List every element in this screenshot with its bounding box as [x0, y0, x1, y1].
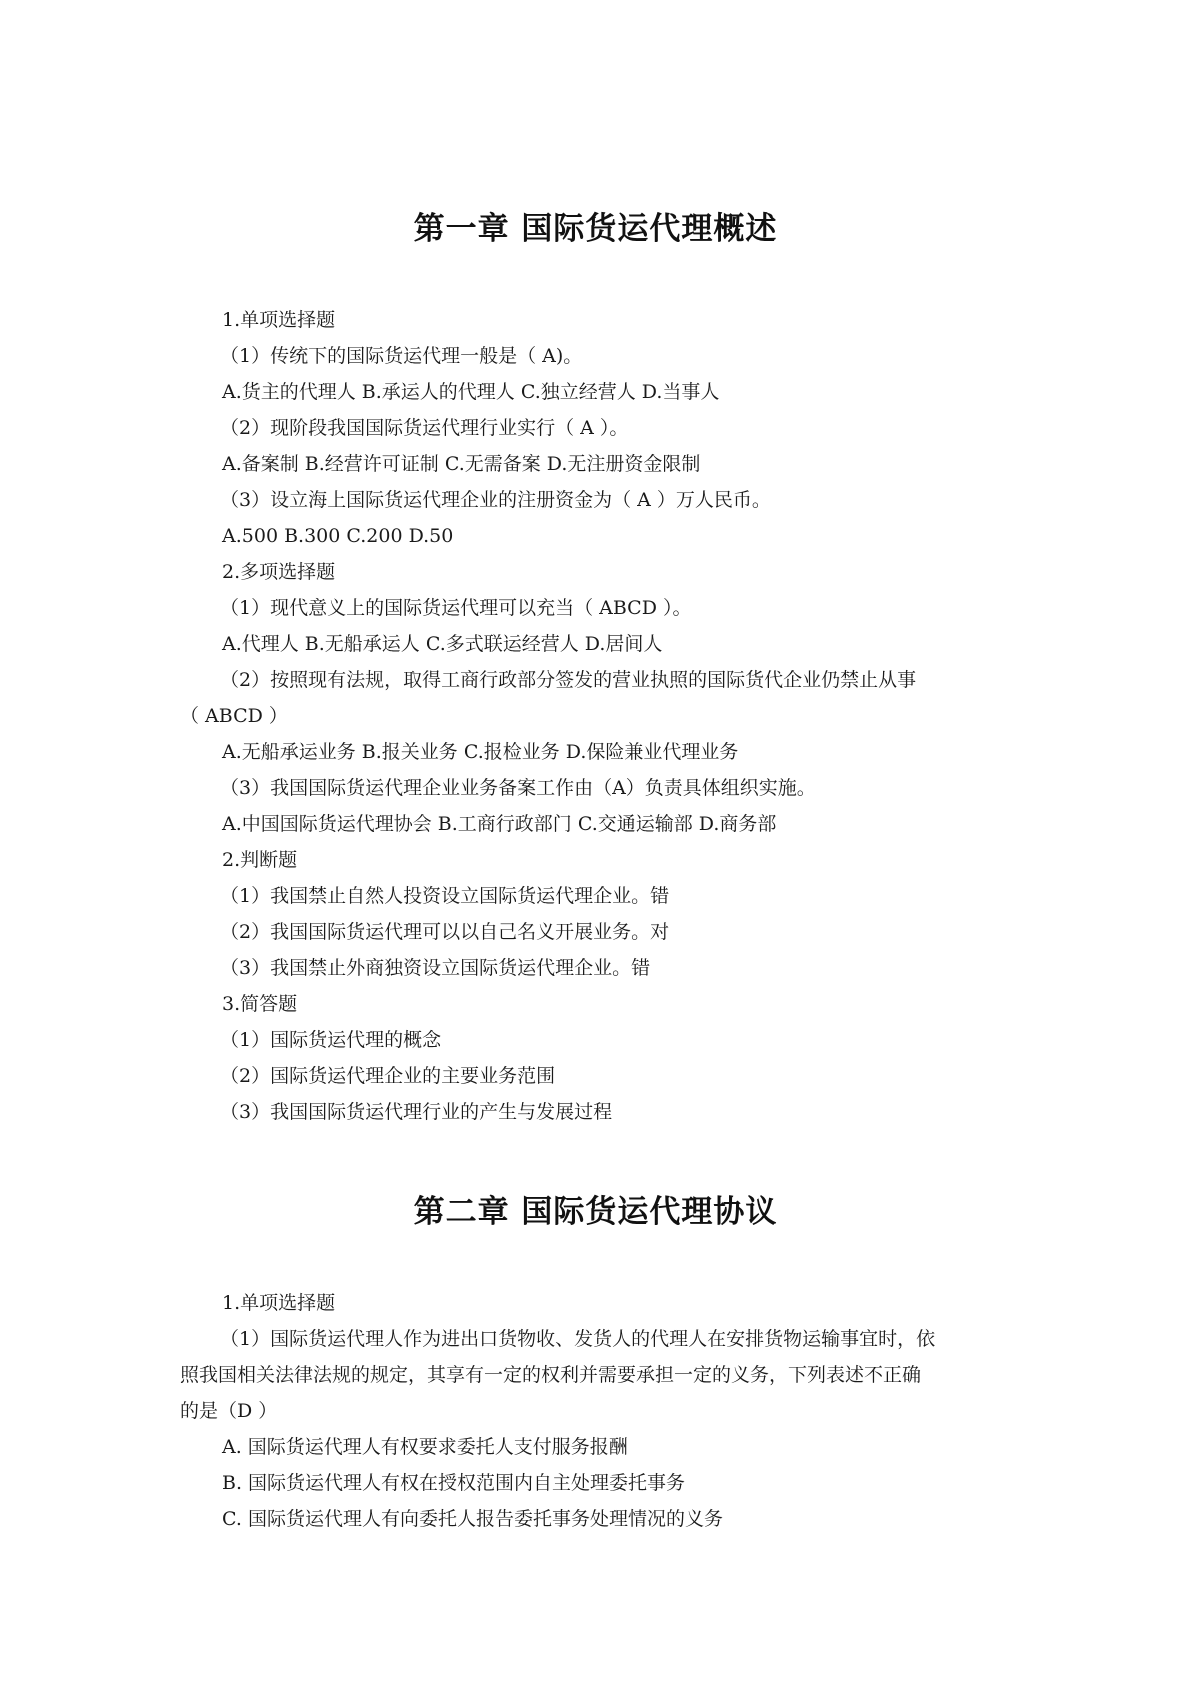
- chapter2-line: 1.单项选择题: [222, 1292, 336, 1314]
- chapter1-line: A.备案制 B.经营许可证制 C.无需备案 D.无注册资金限制: [222, 453, 701, 475]
- chapter1-line: A.代理人 B.无船承运人 C.多式联运经营人 D.居间人: [222, 633, 663, 655]
- chapter1-line: 2.判断题: [222, 849, 298, 871]
- chapter1-line: A.无船承运业务 B.报关业务 C.报检业务 D.保险兼业代理业务: [222, 741, 739, 763]
- chapter1-body: [180, 302, 1020, 1130]
- chapter1-line: （3）设立海上国际货运代理企业的注册资金为（ A ）万人民币。: [220, 489, 771, 511]
- chapter2-line: （1）国际货运代理人作为进出口货物收、发货人的代理人在安排货物运输事宜时，依: [220, 1328, 936, 1350]
- chapter1-line: 1.单项选择题: [222, 309, 336, 331]
- chapter1-line: （ ABCD ）: [180, 705, 288, 727]
- chapter1-title: 第一章 国际货运代理概述: [413, 211, 778, 247]
- chapter2-line: 照我国相关法律法规的规定，其享有一定的权利并需要承担一定的义务，下列表述不正确: [180, 1364, 922, 1386]
- chapter2-line: C. 国际货运代理人有向委托人报告委托事务处理情况的义务: [222, 1508, 723, 1530]
- chapter1-line: （1）传统下的国际货运代理一般是（ A)。: [220, 345, 583, 367]
- chapter1-line: （2）按照现有法规，取得工商行政部分签发的营业执照的国际货代企业仍禁止从事: [220, 669, 917, 691]
- chapter1-line: A.500 B.300 C.200 D.50: [222, 525, 454, 547]
- chapter2-body: [180, 1285, 1020, 1537]
- chapter1-line: 2.多项选择题: [222, 561, 336, 583]
- chapter1-line: （3）我国国际货运代理企业业务备案工作由（A）负责具体组织实施。: [220, 777, 816, 799]
- chapter1-line: （2）我国国际货运代理可以以自己名义开展业务。对: [220, 921, 670, 943]
- chapter1-line: （2）国际货运代理企业的主要业务范围: [220, 1065, 556, 1087]
- chapter1-line: 3.简答题: [222, 993, 298, 1015]
- chapter1-line: （1）现代意义上的国际货运代理可以充当（ ABCD ）。: [220, 597, 692, 619]
- chapter1-line: A.中国国际货运代理协会 B.工商行政部门 C.交通运输部 D.商务部: [222, 813, 777, 835]
- chapter1-line: （1）国际货运代理的概念: [220, 1029, 442, 1051]
- chapter1-line: （3）我国禁止外商独资设立国际货运代理企业。错: [220, 957, 651, 979]
- chapter1-line: （1）我国禁止自然人投资设立国际货运代理企业。错: [220, 885, 670, 907]
- chapter2-line: 的是（D ）: [180, 1400, 278, 1422]
- chapter1-line: A.货主的代理人 B.承运人的代理人 C.独立经营人 D.当事人: [222, 381, 720, 403]
- chapter2-line: B. 国际货运代理人有权在授权范围内自主处理委托事务: [222, 1472, 686, 1494]
- chapter2-line: A. 国际货运代理人有权要求委托人支付服务报酬: [222, 1436, 628, 1458]
- chapter2-title: 第二章 国际货运代理协议: [413, 1194, 778, 1230]
- chapter1-line: （3）我国国际货运代理行业的产生与发展过程: [220, 1101, 613, 1123]
- chapter1-line: （2）现阶段我国国际货运代理行业实行（ A ）。: [220, 417, 629, 439]
